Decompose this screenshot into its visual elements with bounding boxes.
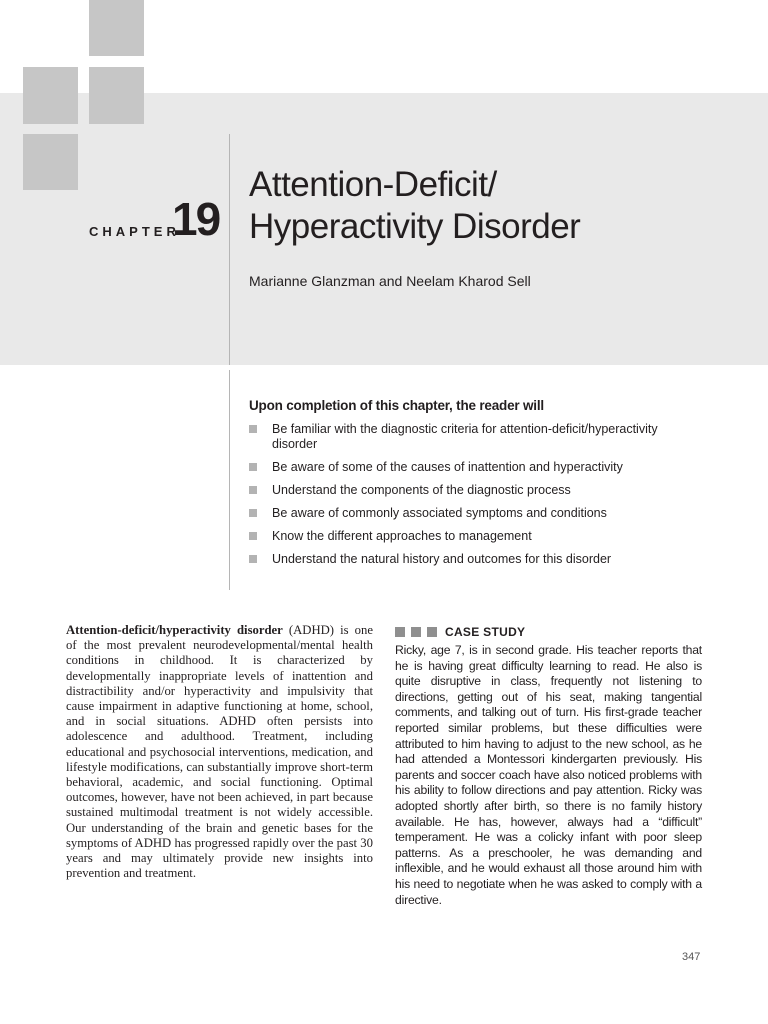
objective-text: Be familiar with the diagnostic criteria for attention-deficit/hyperactivity disorder (272, 422, 658, 451)
intro-paragraph (66, 623, 373, 881)
objectives-divider (229, 370, 230, 590)
chapter-title-line: Hyperactivity Disorder (249, 207, 581, 246)
square-bullet-icon (249, 532, 257, 540)
decor-square (23, 67, 78, 124)
objective-text: Understand the natural history and outcomes for this disorder (272, 552, 612, 566)
objective-text: Know the different approaches to management (272, 529, 532, 543)
chapter-title-line: Attention-Deficit/ (249, 165, 497, 204)
square-bullet-icon (249, 509, 257, 517)
decor-square (89, 67, 144, 124)
chapter-title (249, 164, 749, 248)
list-item (249, 552, 699, 567)
list-item (249, 422, 699, 452)
square-marker-icon (411, 627, 421, 637)
decor-square (23, 134, 78, 190)
square-bullet-icon (249, 425, 257, 433)
square-marker-icon (427, 627, 437, 637)
case-study-text: Ricky, age 7, is in second grade. His teacher reports that he is having great difficulty learning to read. He also is quite disruptive in class, frequently not listening to directions, getting out of his seat, making tangential comments, and talking out of turn. His first-grade teacher reported similar problems, but these difficulties were attributed to him having to adjust to the new school, as he had attended a Montessori kindergarten previously. His parents and soccer coach have also noticed problems with his ability to follow directions and pay attention. Ricky was adopted shortly after birth, so there is no family history available. He has, however, always had a “difficult” temperament. He was a colicky infant with poor sleep patterns. As a preschooler, he was demanding and inflexible, and he would exhaust all those around him with his need to negotiate when he was asked to comply with a directive. (395, 643, 702, 907)
case-study (395, 624, 702, 908)
list-item (249, 529, 699, 544)
chapter-authors: Marianne Glanzman and Neelam Kharod Sell (249, 273, 531, 289)
objective-text: Be aware of some of the causes of inattention and hyperactivity (272, 460, 623, 474)
learning-objectives (249, 398, 699, 575)
objective-text: Understand the components of the diagnostic process (272, 483, 571, 497)
intro-text: (ADHD) is one of the most prevalent neurodevelopmental/mental health conditions in childhood. It is characterized by developmentally inappropriate levels of inattention and distractibility and/or hyperactivity and impulsivity that cause impairment in adaptive functioning at home, school, and in social situations. ADHD often persists into adolescence and adulthood. Treatment, including educational and psychosocial interventions, medication, and lifestyle modifications, can substantially improve short-term behavioral, academic, and social functioning. Optimal outcomes, however, have not been achieved, in part because sustained multimodal treatment is not widely accessible. Our understanding of the brain and genetic bases for the symptoms of ADHD has progressed rapidly over the past 30 years and may ultimately provide new insights into prevention and treatment. (66, 623, 373, 881)
chapter-label: CHAPTER (89, 224, 180, 239)
square-bullet-icon (249, 555, 257, 563)
objective-text: Be aware of commonly associated symptoms and conditions (272, 506, 607, 520)
list-item (249, 460, 699, 475)
list-item (249, 483, 699, 498)
square-marker-icon (395, 627, 405, 637)
objectives-list (249, 422, 699, 567)
decor-square (89, 0, 144, 56)
page-number: 347 (682, 951, 701, 963)
square-bullet-icon (249, 486, 257, 494)
objectives-heading: Upon completion of this chapter, the reader will (249, 398, 544, 413)
header-divider (229, 134, 230, 365)
chapter-number: 19 (172, 193, 220, 245)
intro-lead-term: Attention-deficit/hyperactivity disorder (66, 623, 283, 637)
case-study-title: CASE STUDY (445, 625, 526, 639)
square-bullet-icon (249, 463, 257, 471)
case-study-header (395, 624, 702, 640)
list-item (249, 506, 699, 521)
